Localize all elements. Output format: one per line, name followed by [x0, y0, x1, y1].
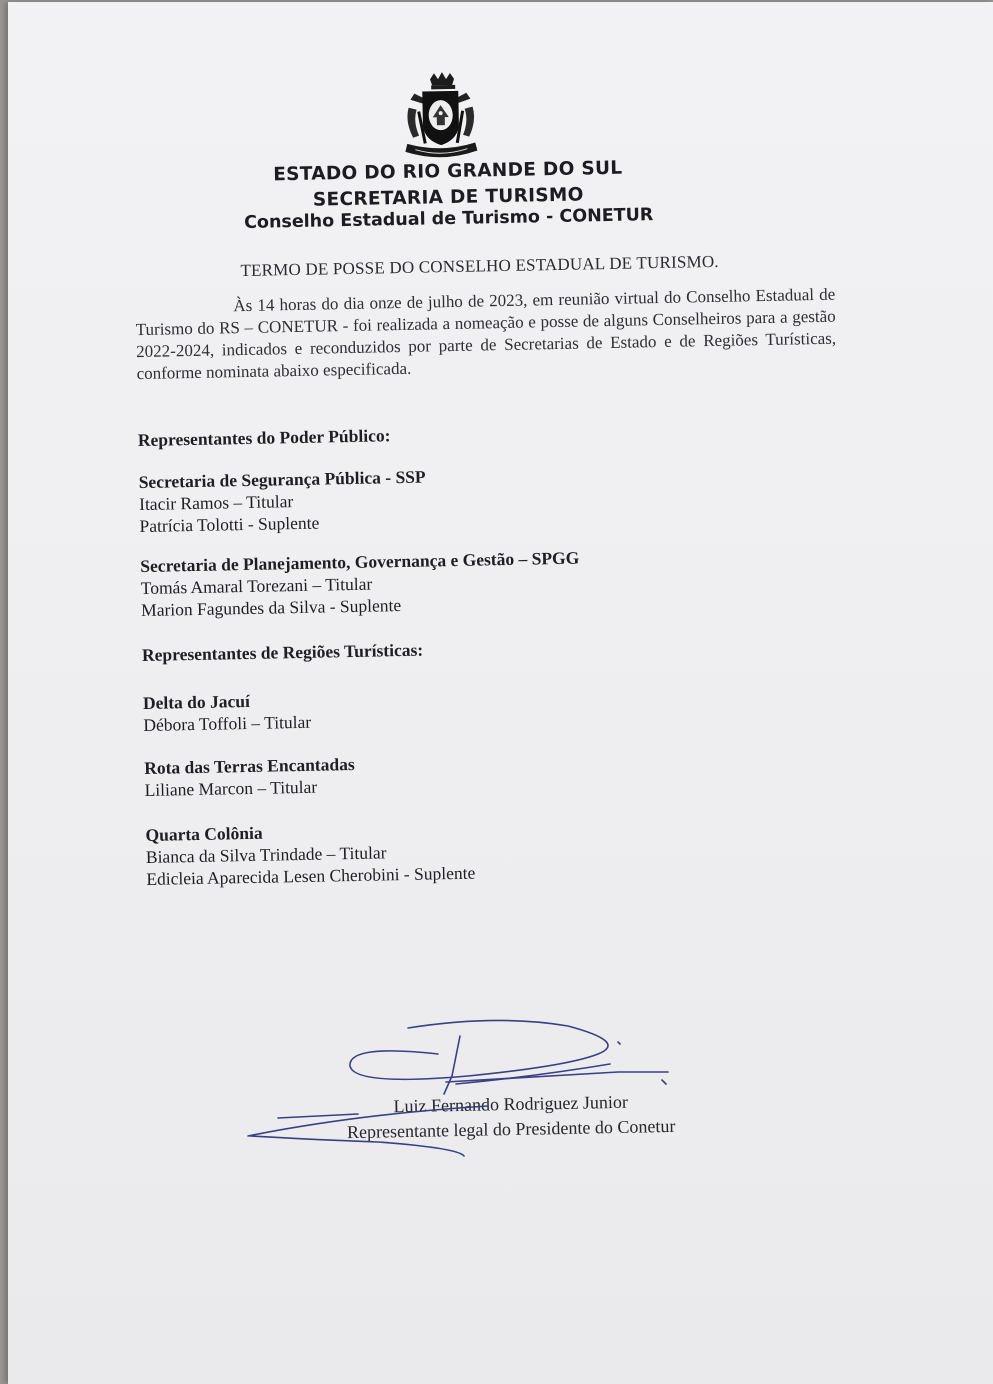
group-spgg: [140, 547, 580, 621]
group-ssp: [138, 466, 426, 537]
group-name: Quarta Colônia: [145, 822, 263, 845]
member-line: Edicleia Aparecida Lesen Cherobini - Suplente: [146, 862, 476, 889]
coat-of-arms-icon: [400, 70, 482, 164]
public-power-heading: Representantes do Poder Público:: [137, 425, 391, 451]
member-line: Bianca da Silva Trindade – Titular: [145, 842, 387, 867]
group-name: Rota das Terras Encantadas: [144, 753, 355, 778]
intro-text: Às 14 horas do dia onze de julho de 2023, em reunião virtual do Conselho Estadual de Turismo do RS – CONETUR - foi realizada a nomeação e posse de alguns Conselheiros para a gestão 2022-2024, indicados e reconduzidos por parte de Secretarias de Estado e de Regiões Turísticas, conforme nominata abaixo especificada.: [135, 284, 837, 384]
group-rota-das-terras-encantadas: [144, 753, 355, 801]
group-quarta-colonia: [145, 818, 475, 890]
signatory-name: Luiz Fernando Rodriguez Junior: [393, 1091, 629, 1117]
member-line: Marion Fagundes da Silva - Suplente: [140, 595, 402, 621]
tourist-regions-heading: Representantes de Regiões Turísticas:: [141, 639, 424, 666]
signatory-role: Representante legal do Presidente do Conetur: [346, 1115, 676, 1143]
document-title: TERMO DE POSSE DO CONSELHO ESTADUAL DE TURISMO.: [240, 251, 719, 281]
header-state: ESTADO DO RIO GRANDE DO SUL: [273, 157, 623, 186]
member-line: Débora Toffoli – Titular: [143, 711, 312, 736]
member-line: Tomás Amaral Torezani – Titular: [140, 573, 373, 599]
member-line: Itacir Ramos – Titular: [138, 491, 294, 515]
member-line: Patrícia Tolotti - Suplente: [139, 512, 320, 537]
tourist-regions-section: [142, 639, 423, 666]
group-name: Secretaria de Planejamento, Governança e Gestão – SPGG: [140, 547, 580, 577]
member-line: Liliane Marcon – Titular: [144, 776, 318, 800]
group-name: Secretaria de Segurança Pública - SSP: [138, 466, 426, 493]
document-content: [8, 2, 993, 1384]
header-council: Conselho Estadual de Turismo - CONETUR: [243, 205, 654, 233]
header-secretariat: SECRETARIA DE TURISMO: [312, 184, 584, 211]
document-page: [8, 2, 993, 1384]
intro-paragraph: [135, 284, 837, 385]
group-delta-do-jacui: [143, 689, 312, 736]
group-name: Delta do Jacuí: [142, 690, 251, 714]
public-power-section: [138, 424, 391, 451]
signature-icon: [238, 1014, 698, 1174]
